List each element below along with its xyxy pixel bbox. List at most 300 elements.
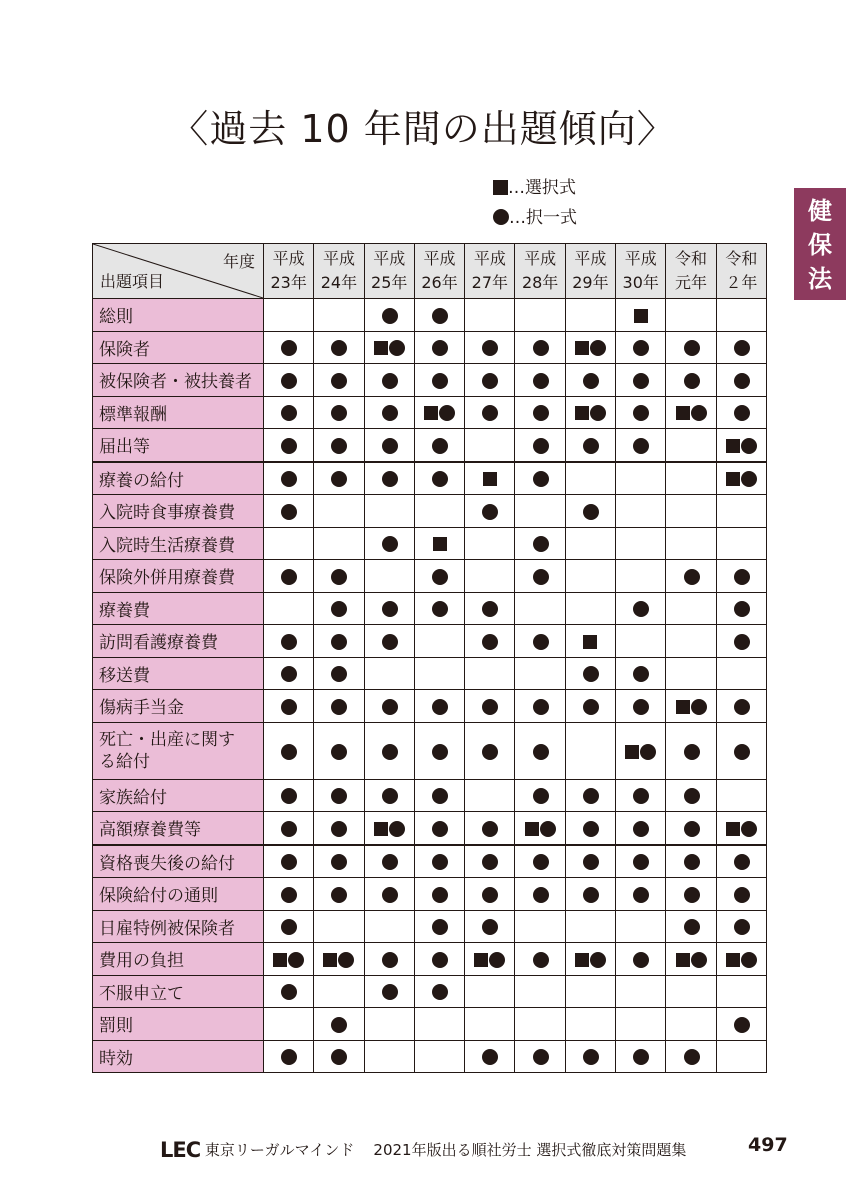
mark-group: [733, 852, 750, 871]
mark-cell: [515, 462, 565, 495]
filled-circle-icon: [533, 438, 549, 454]
filled-circle-icon: [331, 471, 347, 487]
filled-circle-icon: [734, 569, 750, 585]
mark-cell: [515, 364, 565, 397]
filled-square-icon: [374, 822, 388, 836]
filled-circle-icon: [331, 788, 347, 804]
mark-group: [431, 435, 448, 454]
mark-group: [431, 982, 448, 1001]
filled-circle-icon: [432, 471, 448, 487]
filled-circle-icon: [533, 854, 549, 870]
year-header-line: 令和: [675, 249, 708, 268]
mark-cell: [364, 560, 414, 593]
item-label: 罰則: [93, 1008, 264, 1041]
filled-circle-icon: [331, 666, 347, 682]
mark-cell: [515, 429, 565, 462]
mark-cell: [314, 812, 364, 845]
mark-cell: [565, 396, 615, 429]
mark-cell: [666, 690, 716, 723]
table-row: [93, 429, 767, 462]
mark-cell: [616, 331, 666, 364]
filled-square-icon: [575, 953, 589, 967]
mark-group: [280, 884, 297, 903]
table-row: [93, 878, 767, 911]
table-corner-cell: [93, 244, 264, 299]
mark-cell: [666, 462, 716, 495]
mark-cell: [314, 331, 364, 364]
mark-group: [532, 1047, 549, 1066]
filled-circle-icon: [691, 405, 707, 421]
mark-group: [733, 741, 750, 760]
filled-circle-icon: [583, 438, 599, 454]
filled-circle-icon: [684, 744, 700, 760]
mark-cell: [364, 495, 414, 528]
filled-square-icon: [676, 953, 690, 967]
mark-group: [330, 566, 347, 585]
table-row: [93, 975, 767, 1008]
filled-circle-icon: [583, 699, 599, 715]
mark-cell: [515, 331, 565, 364]
mark-cell: [515, 1040, 565, 1073]
mark-cell: [565, 527, 615, 560]
filled-circle-icon: [734, 854, 750, 870]
filled-circle-icon: [382, 699, 398, 715]
year-header-line: 元年: [675, 273, 708, 292]
mark-cell: [515, 910, 565, 943]
mark-group: [381, 982, 398, 1001]
mark-cell: [314, 845, 364, 878]
year-header-line: 平成: [473, 249, 506, 268]
mark-cell: [616, 878, 666, 911]
filled-circle-icon: [281, 405, 297, 421]
mark-cell: [364, 975, 414, 1008]
mark-cell: [264, 657, 314, 690]
mark-cell: [616, 975, 666, 1008]
filled-circle-icon: [482, 373, 498, 389]
mark-cell: [565, 910, 615, 943]
mark-group: [431, 696, 448, 715]
filled-circle-icon: [382, 536, 398, 552]
mark-cell: [565, 943, 615, 976]
mark-cell: [716, 364, 766, 397]
mark-group: [676, 403, 707, 422]
mark-group: [381, 884, 398, 903]
mark-group: [532, 884, 549, 903]
mark-group: [676, 696, 707, 715]
mark-cell: [314, 910, 364, 943]
mark-group: [381, 305, 398, 324]
mark-group: [575, 949, 606, 968]
mark-group: [632, 664, 649, 683]
mark-cell: [565, 1008, 615, 1041]
filled-circle-icon: [331, 634, 347, 650]
page-title: 〈過去 10 年間の出題傾向〉: [170, 107, 676, 151]
publisher-logo: LEC: [160, 1138, 201, 1162]
mark-group: [330, 435, 347, 454]
filled-circle-icon: [684, 788, 700, 804]
mark-cell: [414, 462, 464, 495]
mark-cell: [716, 1008, 766, 1041]
filled-circle-icon: [432, 744, 448, 760]
filled-circle-icon: [533, 744, 549, 760]
mark-cell: [565, 845, 615, 878]
mark-cell: [364, 592, 414, 625]
mark-group: [330, 1014, 347, 1033]
filled-circle-icon: [281, 854, 297, 870]
mark-cell: [616, 396, 666, 429]
filled-circle-icon: [734, 887, 750, 903]
year-header-line: 25年: [371, 273, 408, 292]
filled-circle-icon: [331, 821, 347, 837]
filled-circle-icon: [533, 952, 549, 968]
filled-circle-icon: [331, 405, 347, 421]
mark-group: [683, 1047, 700, 1066]
mark-cell: [666, 495, 716, 528]
mark-cell: [364, 779, 414, 812]
mark-cell: [666, 396, 716, 429]
mark-group: [632, 435, 649, 454]
filled-circle-icon: [583, 887, 599, 903]
mark-cell: [314, 975, 364, 1008]
mark-cell: [465, 1008, 515, 1041]
filled-circle-icon: [684, 569, 700, 585]
table-row: [93, 1040, 767, 1073]
mark-group: [424, 403, 455, 422]
mark-cell: [465, 812, 515, 845]
year-header: [565, 244, 615, 299]
mark-cell: [565, 462, 615, 495]
mark-cell: [364, 812, 414, 845]
filled-circle-icon: [533, 1049, 549, 1065]
mark-cell: [414, 592, 464, 625]
mark-cell: [465, 331, 515, 364]
filled-square-icon: [433, 537, 447, 551]
mark-cell: [616, 943, 666, 976]
mark-group: [481, 631, 498, 650]
mark-cell: [565, 657, 615, 690]
filled-square-icon: [583, 635, 597, 649]
mark-group: [532, 534, 549, 553]
filled-circle-icon: [633, 821, 649, 837]
year-header-line: 平成: [624, 249, 657, 268]
mark-cell: [716, 690, 766, 723]
filled-circle-icon: [382, 601, 398, 617]
mark-cell: [565, 779, 615, 812]
filled-square-icon: [625, 745, 639, 759]
mark-cell: [465, 462, 515, 495]
mark-group: [726, 949, 757, 968]
filled-circle-icon: [281, 471, 297, 487]
mark-group: [582, 786, 599, 805]
mark-group: [582, 696, 599, 715]
filled-circle-icon: [640, 744, 656, 760]
mark-cell: [414, 878, 464, 911]
filled-circle-icon: [482, 699, 498, 715]
year-header-line: 24年: [320, 273, 358, 292]
mark-cell: [515, 878, 565, 911]
mark-group: [374, 338, 405, 357]
year-header-line: 26年: [421, 273, 458, 292]
mark-group: [330, 786, 347, 805]
filled-circle-icon: [482, 1049, 498, 1065]
mark-cell: [515, 527, 565, 560]
mark-cell: [666, 722, 716, 779]
filled-circle-icon: [331, 887, 347, 903]
mark-cell: [515, 845, 565, 878]
filled-square-icon: [726, 953, 740, 967]
filled-circle-icon: [331, 601, 347, 617]
mark-cell: [565, 560, 615, 593]
mark-cell: [314, 625, 364, 658]
mark-group: [532, 852, 549, 871]
mark-group: [683, 566, 700, 585]
filled-circle-icon: [633, 601, 649, 617]
mark-cell: [264, 592, 314, 625]
filled-circle-icon: [382, 887, 398, 903]
corner-year-label: 年度: [222, 252, 255, 271]
mark-cell: [666, 299, 716, 332]
filled-circle-icon: [432, 952, 448, 968]
filled-circle-icon: [633, 373, 649, 389]
mark-group: [733, 1014, 750, 1033]
filled-circle-icon: [734, 405, 750, 421]
mark-cell: [314, 690, 364, 723]
side-tab-char: 法: [808, 265, 832, 293]
mark-cell: [565, 592, 615, 625]
mark-group: [431, 949, 448, 968]
mark-group: [481, 338, 498, 357]
filled-circle-icon: [533, 788, 549, 804]
mark-group: [431, 852, 448, 871]
mark-cell: [515, 943, 565, 976]
table-body: [93, 299, 767, 1073]
mark-cell: [716, 527, 766, 560]
mark-cell: [364, 364, 414, 397]
mark-cell: [364, 429, 414, 462]
filled-circle-icon: [382, 308, 398, 324]
mark-cell: [616, 625, 666, 658]
mark-cell: [414, 364, 464, 397]
mark-cell: [716, 396, 766, 429]
table-row: [93, 722, 767, 779]
mark-group: [280, 982, 297, 1001]
filled-circle-icon: [583, 788, 599, 804]
mark-group: [330, 631, 347, 650]
year-header-line: 平成: [373, 249, 406, 268]
filled-square-icon: [676, 406, 690, 420]
filled-circle-icon: [633, 438, 649, 454]
mark-cell: [414, 845, 464, 878]
mark-group: [431, 786, 448, 805]
mark-cell: [264, 878, 314, 911]
mark-group: [582, 1047, 599, 1066]
mark-group: [733, 917, 750, 936]
mark-cell: [314, 592, 364, 625]
filled-circle-icon: [432, 821, 448, 837]
mark-cell: [716, 657, 766, 690]
mark-cell: [616, 1040, 666, 1073]
mark-cell: [515, 690, 565, 723]
mark-group: [431, 305, 448, 324]
mark-group: [280, 664, 297, 683]
filled-circle-icon: [281, 504, 297, 520]
mark-cell: [515, 495, 565, 528]
mark-cell: [515, 657, 565, 690]
table-row: [93, 812, 767, 845]
mark-cell: [515, 975, 565, 1008]
item-label: 訪問看護療養費: [93, 625, 264, 658]
mark-cell: [364, 462, 414, 495]
mark-group: [632, 370, 649, 389]
filled-circle-icon: [382, 471, 398, 487]
filled-circle-icon: [684, 373, 700, 389]
filled-circle-icon: [281, 699, 297, 715]
item-label-line: る給付: [99, 751, 150, 772]
mark-cell: [414, 812, 464, 845]
mark-group: [733, 403, 750, 422]
table-row: [93, 657, 767, 690]
mark-cell: [314, 495, 364, 528]
mark-cell: [666, 975, 716, 1008]
legend-circle-label: …択一式: [509, 208, 577, 228]
filled-circle-icon: [633, 952, 649, 968]
mark-group: [481, 370, 498, 389]
mark-cell: [565, 878, 615, 911]
year-header: [414, 244, 464, 299]
mark-cell: [264, 845, 314, 878]
mark-group: [532, 435, 549, 454]
mark-cell: [465, 690, 515, 723]
chapter-side-tab: [794, 188, 846, 300]
mark-cell: [465, 975, 515, 1008]
mark-group: [726, 818, 757, 837]
filled-circle-icon: [432, 887, 448, 903]
filled-circle-icon: [633, 405, 649, 421]
item-label: 保険給付の通則: [93, 878, 264, 911]
mark-cell: [264, 943, 314, 976]
mark-group: [683, 818, 700, 837]
mark-group: [733, 631, 750, 650]
filled-circle-icon: [691, 699, 707, 715]
filled-square-icon: [634, 309, 648, 323]
mark-group: [330, 664, 347, 683]
year-header-line: ２年: [725, 273, 758, 292]
mark-cell: [565, 429, 615, 462]
mark-cell: [414, 625, 464, 658]
mark-cell: [264, 625, 314, 658]
footer: [160, 1138, 686, 1162]
mark-group: [381, 435, 398, 454]
mark-cell: [364, 845, 414, 878]
filled-circle-icon: [741, 471, 757, 487]
filled-circle-icon: [432, 373, 448, 389]
mark-group: [532, 469, 549, 488]
mark-cell: [565, 364, 615, 397]
filled-circle-icon: [389, 340, 405, 356]
mark-cell: [314, 657, 364, 690]
mark-cell: [465, 299, 515, 332]
mark-cell: [314, 779, 364, 812]
filled-circle-icon: [590, 952, 606, 968]
mark-cell: [565, 812, 615, 845]
book-title: 2021年版出る順社労士 選択式徹底対策問題集: [373, 1141, 687, 1159]
filled-circle-icon: [432, 438, 448, 454]
filled-circle-icon: [533, 569, 549, 585]
filled-circle-icon: [331, 438, 347, 454]
mark-cell: [314, 1008, 364, 1041]
filled-circle-icon: [482, 634, 498, 650]
mark-cell: [314, 878, 364, 911]
mark-group: [632, 786, 649, 805]
mark-cell: [364, 625, 414, 658]
mark-group: [582, 884, 599, 903]
mark-cell: [264, 812, 314, 845]
mark-group: [726, 435, 757, 454]
mark-group: [683, 884, 700, 903]
mark-group: [733, 566, 750, 585]
mark-group: [532, 631, 549, 650]
mark-cell: [414, 657, 464, 690]
mark-cell: [716, 779, 766, 812]
mark-group: [582, 435, 599, 454]
mark-group: [431, 469, 448, 488]
filled-circle-icon: [432, 854, 448, 870]
mark-cell: [565, 495, 615, 528]
table-row: [93, 779, 767, 812]
mark-cell: [666, 364, 716, 397]
mark-group: [280, 566, 297, 585]
mark-cell: [666, 592, 716, 625]
table-row: [93, 592, 767, 625]
mark-cell: [666, 657, 716, 690]
mark-cell: [616, 910, 666, 943]
filled-circle-icon: [741, 952, 757, 968]
filled-square-icon: [273, 953, 287, 967]
year-header-line: 28年: [521, 273, 559, 292]
mark-cell: [716, 845, 766, 878]
mark-cell: [666, 331, 716, 364]
mark-cell: [465, 560, 515, 593]
filled-square-icon: [323, 953, 337, 967]
filled-circle-icon: [432, 699, 448, 715]
table-row: [93, 1008, 767, 1041]
mark-cell: [414, 1008, 464, 1041]
item-label-line: 死亡・出産に関す: [99, 729, 235, 750]
mark-cell: [264, 1040, 314, 1073]
filled-circle-icon: [281, 438, 297, 454]
mark-group: [733, 370, 750, 389]
filled-circle-icon: [684, 854, 700, 870]
mark-group: [280, 501, 297, 520]
filled-circle-icon: [432, 601, 448, 617]
table-row: [93, 910, 767, 943]
mark-cell: [364, 690, 414, 723]
mark-group: [632, 852, 649, 871]
mark-group: [381, 631, 398, 650]
mark-cell: [414, 429, 464, 462]
side-tab-char: 健: [808, 197, 832, 225]
filled-circle-icon: [331, 340, 347, 356]
mark-group: [632, 696, 649, 715]
mark-group: [431, 818, 448, 837]
mark-group: [381, 403, 398, 422]
filled-circle-icon: [331, 1049, 347, 1065]
filled-circle-icon: [331, 569, 347, 585]
year-header-line: 平成: [322, 249, 355, 268]
filled-circle-icon: [734, 699, 750, 715]
item-label: 高額療養費等: [93, 812, 264, 845]
mark-group: [330, 370, 347, 389]
